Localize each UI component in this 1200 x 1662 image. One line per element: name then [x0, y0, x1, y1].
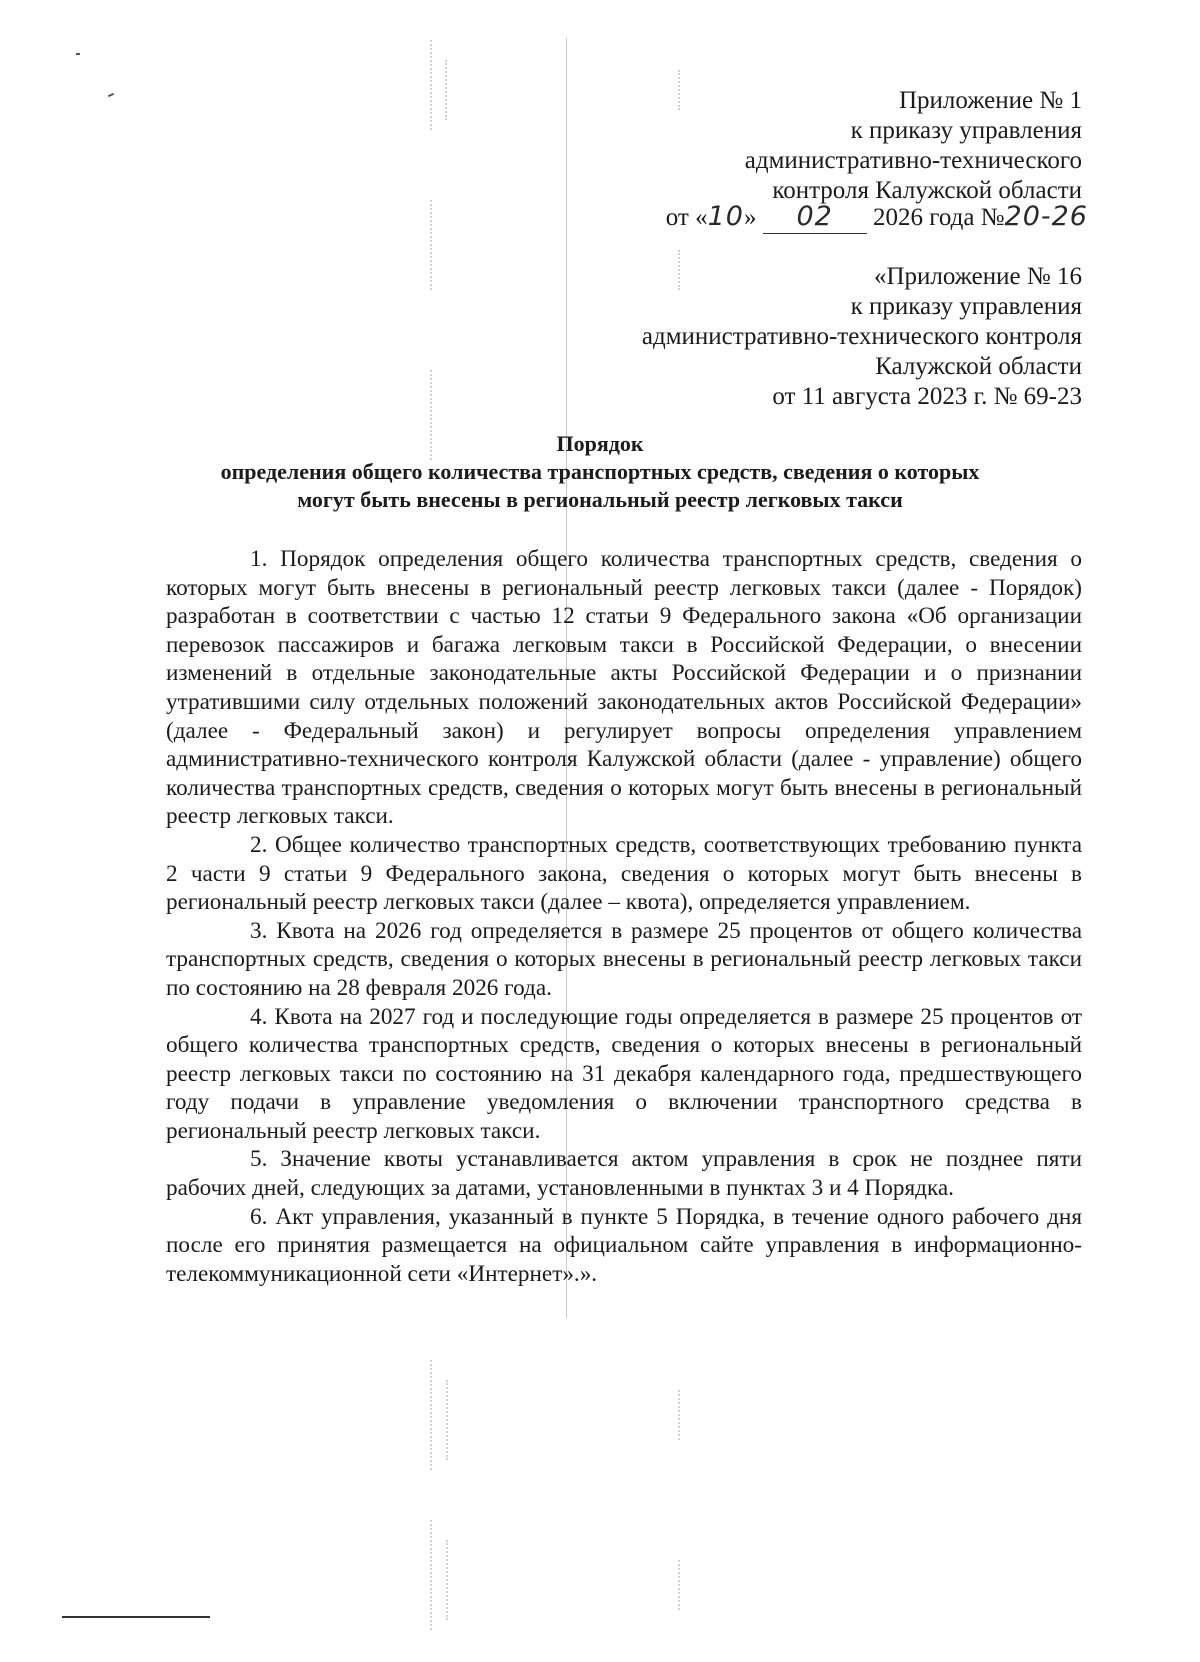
header2-line: Калужской области: [875, 353, 1082, 380]
title-line: могут быть внесены в региональный реестр легковых такси: [297, 487, 903, 512]
header-line: контроля Калужской области: [772, 177, 1082, 204]
scan-artifact-dots: [678, 1560, 686, 1610]
paragraph: 4. Квота на 2027 год и последующие годы определяется в размере 25 процентов от общего количества транспортных средств, сведения о которых внесены в региональный реестр легковых такси по состоянию на 31 декабря календарного года, предшествующего году подачи в управление уведомления о включении транспортного средства в региональный реестр легковых такси.: [166, 1003, 1082, 1144]
header-line: Приложение № 1: [898, 87, 1082, 114]
date-mid: »: [743, 204, 757, 231]
order-date-line: [666, 202, 1088, 234]
handwritten-day: 10: [707, 201, 744, 232]
paragraph: 2. Общее количество транспортных средств, соответствующих требованию пункта 2 части 9 статьи 9 Федерального закона, сведения о которых могут быть внесены в региональный реестр легковых такси (далее – квота), определяется управлением.: [166, 831, 1082, 916]
scan-speck: [108, 93, 114, 97]
paragraph: 6. Акт управления, указанный в пункте 5 Порядка, в течение одного рабочего дня после его принятия размещается на официальном сайте управления в информационно-телекоммуникационной сети «Интернет».».: [166, 1203, 1082, 1287]
paragraph: 5. Значение квоты устанавливается актом управления в срок не позднее пяти рабочих дней, следующих за датами, установленными в пунктах 3 и 4 Порядка.: [166, 1146, 1082, 1202]
month-field: [763, 202, 867, 234]
scan-artifact-dots: [678, 70, 686, 110]
scan-artifact-dots: [430, 1520, 438, 1630]
paragraph: 1. Порядок определения общего количества транспортных средств, сведения о которых могут быть внесены в региональный реестр легковых такси (далее - Порядок) разработан в соответствии с частью 12 статьи 9 Федерального закона «Об организации перевозок пассажиров и багажа легковым такси в Российской Федерации, о внесении изменений в отдельные законодательные акты Российской Федерации и о признании утратившими силу отдельных положений законодательных актов Российской Федерации» (далее - Федеральный закон) и регулирует вопросы определения управлением административно-технического контроля Калужской области (далее - управление) общего количества транспортных средств, сведения о которых могут быть внесены в региональный реестр легковых такси.: [166, 546, 1082, 830]
header-line: к приказу управления: [850, 117, 1082, 144]
document-title: [100, 430, 1100, 514]
scan-artifact-dots: [430, 1360, 438, 1470]
scan-artifact-dots: [430, 200, 438, 290]
handwritten-order-number: 20-26: [1004, 201, 1088, 232]
title-line: Порядок: [556, 431, 644, 456]
header2-line: административно-технического контроля: [641, 323, 1082, 350]
scan-artifact-dots: [445, 60, 453, 120]
scan-artifact-dots: [446, 1380, 454, 1460]
scan-artifact-dots: [678, 1390, 686, 1440]
footer-rule: [62, 1616, 210, 1618]
date-year-text: 2026 года №: [872, 204, 1005, 231]
header2-line: «Приложение № 16: [873, 263, 1082, 290]
header2-line: от 11 августа 2023 г. № 69-23: [772, 383, 1082, 410]
header2-line: к приказу управления: [850, 293, 1082, 320]
scan-speck: [76, 53, 80, 55]
paragraph: 3. Квота на 2026 год определяется в размере 25 процентов от общего количества транспортных средств, сведения о которых внесены в региональный реестр легковых такси по состоянию на 28 февраля 2026 года.: [166, 917, 1082, 1001]
document-body: [166, 545, 1082, 1288]
scan-artifact-dots: [678, 250, 686, 290]
date-prefix: от «: [665, 204, 708, 231]
scan-artifact-dots: [446, 1540, 454, 1620]
scan-artifact-dots: [430, 40, 438, 130]
title-line: определения общего количества транспортных средств, сведения о которых: [220, 459, 980, 484]
header-line: административно-технического: [744, 147, 1082, 174]
handwritten-month: 02: [796, 201, 833, 232]
